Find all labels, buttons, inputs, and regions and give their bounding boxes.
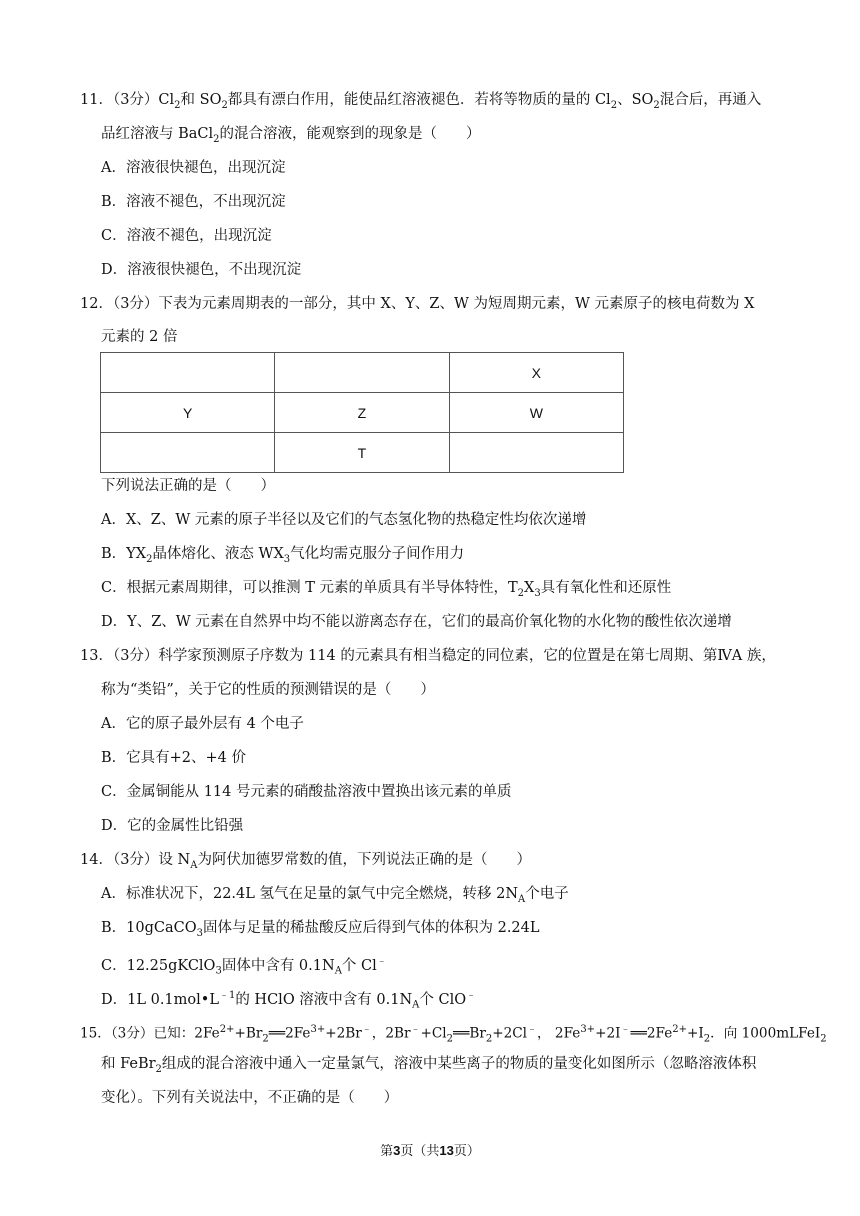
q11-stem-line1: 11．（3分）$Cl_2$和 $SO_2$都具有漂白作用，能使品红溶液褪色．若将等物质的量的 $Cl_2$、$SO_2$混合后，再通入	[80, 92, 762, 111]
q11-option-a: A．溶液很快褪色，出现沉淀	[101, 160, 286, 176]
page-footer: 第3页（共13页）	[380, 1143, 480, 1159]
table-row	[101, 353, 624, 393]
table-cell	[275, 353, 449, 393]
q12-option-b: B．$YX_2$晶体熔化、液态 $WX_3$气化均需克服分子间作用力	[101, 546, 465, 565]
table-cell	[101, 353, 275, 393]
q14-stem: 14．（3分）设 $N_A$为阿伏加德罗常数的值，下列说法正确的是（ ）	[80, 852, 531, 871]
q15-stem-line2: 和 FeBr$_2$组成的混合溶液中通入一定量氯气，溶液中某些离子的物质的量变化如图所示（忽略溶液体积	[101, 1056, 757, 1075]
q13-option-a: A．它的原子最外层有 4 个电子	[101, 716, 304, 732]
table-cell: Z	[275, 393, 449, 433]
q13-option-d: D．它的金属性比铅强	[101, 818, 244, 834]
table-cell: W	[449, 393, 623, 433]
q12-stem-line1: 12．（3分）下表为元素周期表的一部分，其中 X、Y、Z、W 为短周期元素，W 元素原子的核电荷数为 X	[80, 296, 755, 312]
table-cell	[101, 433, 275, 473]
q14-option-b: B．10gCaCO$_3$固体与足量的稀盐酸反应后得到气体的体积为 2.24L	[101, 920, 540, 939]
q12-option-a: A．X、Z、W 元素的原子半径以及它们的气态氢化物的热稳定性均依次递增	[101, 512, 587, 528]
table-row	[101, 393, 624, 433]
q11-stem-line2: 品红溶液与 BaCl$_2$的混合溶液，能观察到的现象是（ ）	[101, 126, 481, 145]
table-cell: X	[449, 353, 623, 393]
q11-option-b: B．溶液不褪色，不出现沉淀	[101, 194, 286, 210]
table-cell	[449, 433, 623, 473]
page-number: 3	[393, 1143, 401, 1158]
q13-stem-line1: 13．（3分）科学家预测原子序数为 114 的元素具有相当稳定的同位素，它的位置是在第七周期、第ⅣA 族，	[80, 648, 776, 664]
q14-option-c: C．12.25gKClO$_3$固体中含有 $0.1N_A$个 Cl﹣	[101, 956, 387, 977]
q13-stem-line2: 称为“类铅”，关于它的性质的预测错误的是（ ）	[101, 682, 435, 698]
q11-option-c: C．溶液不褪色，出现沉淀	[101, 228, 272, 244]
q12-stem-line2: 元素的 2 倍	[101, 329, 178, 345]
table-row	[101, 433, 624, 473]
q15-stem-line3: 变化）。下列有关说法中，不正确的是（ ）	[101, 1090, 399, 1106]
q12-option-c: C．根据元素周期律，可以推测 T 元素的单质具有半导体特性，$T_2X_3$具有氧化性和还原性	[101, 580, 672, 599]
q15-stem-line1: 15．（3分）已知：$2Fe^{2+}+Br_2══2Fe^{3+}+2Br^﹣$，$2Br^﹣+Cl_2══Br_2+2Cl^﹣$， $2Fe^{3+}+2I^﹣══2Fe^{2+}+I_2$．向 1000mLFeI$_2$	[80, 1024, 827, 1045]
table-cell: T	[275, 433, 449, 473]
q12-prompt: 下列说法正确的是（ ）	[101, 478, 275, 494]
q12-option-d: D．Y、Z、W 元素在自然界中均不能以游离态存在，它们的最高价氧化物的水化物的酸性依次递增	[101, 614, 732, 630]
q13-option-c: C．金属铜能从 114 号元素的硝酸盐溶液中置换出该元素的单质	[101, 784, 512, 800]
q13-option-b: B．它具有+2、+4 价	[101, 750, 247, 766]
table-cell: Y	[101, 393, 275, 433]
q14-option-a: A．标准状况下，22.4L 氢气在足量的氯气中完全燃烧，转移 $2N_A$个电子	[101, 886, 569, 905]
q14-option-d: D．1L $0.1mol•L^{﹣1}$的 HClO 溶液中含有 $0.1N_A$个 ClO﹣	[101, 990, 477, 1011]
page-total: 13	[439, 1143, 454, 1158]
q11-option-d: D．溶液很快褪色，不出现沉淀	[101, 262, 302, 278]
periodic-table-fragment	[100, 352, 624, 473]
